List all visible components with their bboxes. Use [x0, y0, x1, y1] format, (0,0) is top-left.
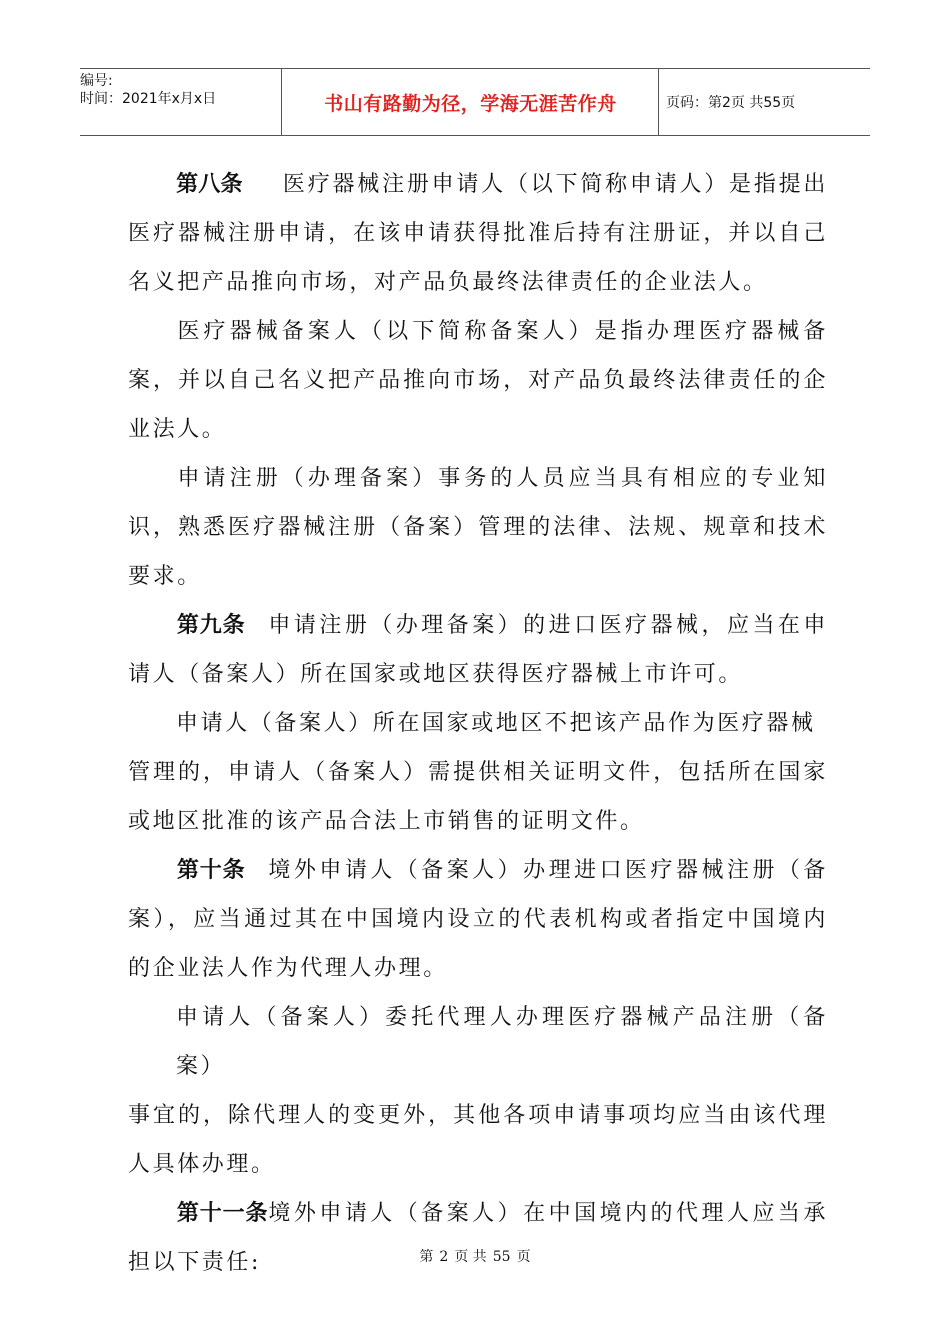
paragraph-text: 申请注册（办理备案）事务的人员应当具有相应的专业知识，熟悉医疗器械注册（备案）管理的法律、法规、规章和技术要求。 — [128, 466, 828, 589]
header-meta — [80, 69, 282, 135]
document-time: 时间：2021年x月x日 — [80, 91, 217, 107]
paragraph-text: 事宜的，除代理人的变更外，其他各项申请事项均应当由该代理人具体办理。 — [128, 1103, 828, 1177]
article-8 — [128, 160, 828, 307]
article-text: 申请注册（办理备案）的进口医疗器械，应当在申请人（备案人）所在国家或地区获得医疗器械上市许可。 — [128, 613, 828, 687]
paragraph — [128, 307, 828, 454]
paragraph — [128, 1091, 828, 1189]
paragraph — [128, 993, 828, 1091]
paragraph-text: 医疗器械备案人（以下简称备案人）是指办理医疗器械备案，并以自己名义把产品推向市场，对产品负最终法律责任的企业法人。 — [128, 319, 828, 442]
article-text: 境外申请人（备案人）办理进口医疗器械注册（备案），应当通过其在中国境内设立的代表机构或者指定中国境内的企业法人作为代理人办理。 — [128, 858, 828, 981]
article-11 — [128, 1189, 828, 1287]
paragraph — [128, 748, 828, 846]
document-code-label: 编号: — [80, 73, 113, 89]
article-text: 医疗器械注册申请人（以下简称申请人）是指提出医疗器械注册申请，在该申请获得批准后持有注册证，并以自己名义把产品推向市场，对产品负最终法律责任的企业法人。 — [128, 172, 828, 295]
article-heading: 第八条 — [176, 172, 243, 197]
article-heading: 第十一条 — [176, 1201, 269, 1226]
article-10 — [128, 846, 828, 993]
paragraph-text: 申请人（备案人）委托代理人办理医疗器械产品注册（备案） — [176, 1005, 828, 1079]
footer-suffix: 页 — [516, 1249, 531, 1265]
article-text: 境外申请人（备案人）在中国境内的代理人应当承担以下责任: — [128, 1201, 828, 1275]
header-motto: 书山有路勤为径，学海无涯苦作舟 — [283, 69, 659, 135]
paragraph — [128, 699, 828, 748]
document-body — [128, 160, 828, 1287]
footer-prefix: 第 — [419, 1249, 434, 1265]
header-page-info: 页码：第2页 共55页 — [666, 95, 796, 111]
paragraph-text: 管理的，申请人（备案人）需提供相关证明文件，包括所在国家或地区批准的该产品合法上市销售的证明文件。 — [128, 760, 828, 834]
article-heading: 第九条 — [176, 613, 246, 638]
footer-middle: 页 共 — [454, 1249, 487, 1265]
page-header — [80, 68, 870, 136]
paragraph — [128, 454, 828, 601]
article-heading: 第十条 — [176, 858, 246, 883]
footer-total-pages: 55 — [492, 1249, 511, 1265]
paragraph-text: 申请人（备案人）所在国家或地区不把该产品作为医疗器械 — [176, 711, 816, 736]
footer-page-number: 2 — [439, 1249, 449, 1265]
article-9 — [128, 601, 828, 699]
page-footer — [0, 1246, 950, 1266]
